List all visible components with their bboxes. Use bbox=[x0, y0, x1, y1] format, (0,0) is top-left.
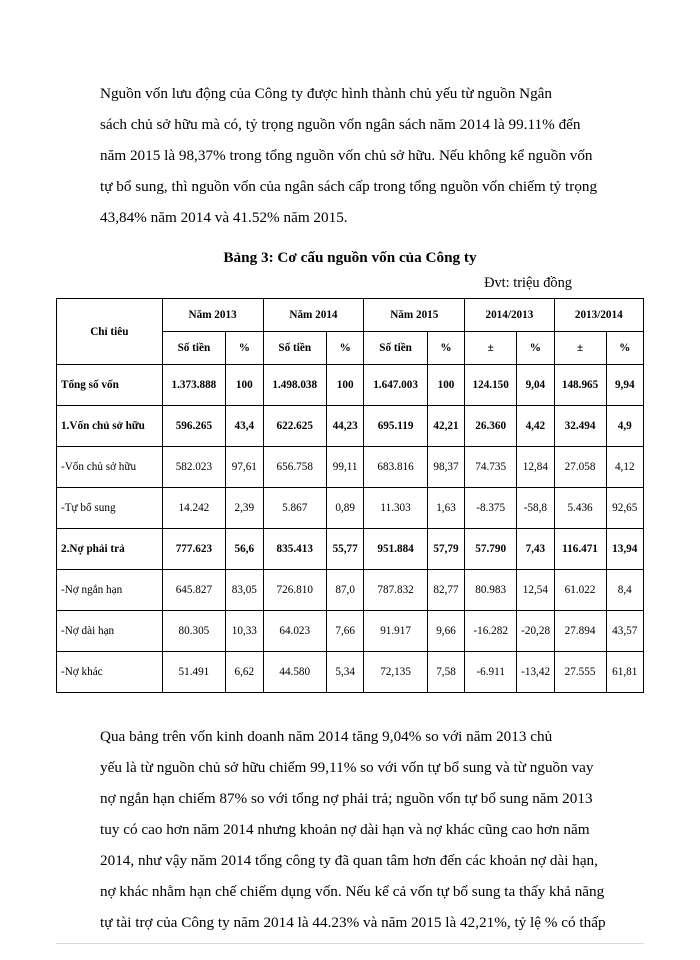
cell: 57,79 bbox=[427, 529, 464, 570]
cell: 72,135 bbox=[364, 652, 427, 693]
table-row bbox=[57, 488, 644, 529]
cell: 100 bbox=[326, 365, 363, 406]
cell: 656.758 bbox=[263, 447, 326, 488]
cell: -6.911 bbox=[465, 652, 517, 693]
paragraph-bottom bbox=[56, 721, 644, 938]
cell: 80.305 bbox=[162, 611, 225, 652]
cell: 1.647.003 bbox=[364, 365, 427, 406]
cell: 83,05 bbox=[226, 570, 263, 611]
table-row bbox=[57, 447, 644, 488]
cell: 64.023 bbox=[263, 611, 326, 652]
cell: 582.023 bbox=[162, 447, 225, 488]
cell: 622.625 bbox=[263, 406, 326, 447]
cell: 57.790 bbox=[465, 529, 517, 570]
cell: 9,66 bbox=[427, 611, 464, 652]
cell: 695.119 bbox=[364, 406, 427, 447]
cell: 42,21 bbox=[427, 406, 464, 447]
cell: 43,57 bbox=[606, 611, 644, 652]
header-2013-2014-pct: % bbox=[606, 332, 644, 365]
cell: 10,33 bbox=[226, 611, 263, 652]
row-label: 1.Vốn chủ sở hữu bbox=[57, 406, 163, 447]
footer-divider bbox=[56, 943, 644, 944]
row-label: Tổng số vốn bbox=[57, 365, 163, 406]
cell: 80.983 bbox=[465, 570, 517, 611]
cell: 13,94 bbox=[606, 529, 644, 570]
cell: 91.917 bbox=[364, 611, 427, 652]
cell: 26.360 bbox=[465, 406, 517, 447]
cell: 683.816 bbox=[364, 447, 427, 488]
header-nam-2014: Năm 2014 bbox=[263, 299, 364, 332]
cell: 116.471 bbox=[554, 529, 606, 570]
paragraph-top-line-2: sách chủ sở hữu mà có, tỷ trọng nguồn vốn ngân sách năm 2014 là 99.11% đến bbox=[100, 116, 581, 133]
cell: 596.265 bbox=[162, 406, 225, 447]
header-2013-2014: 2013/2014 bbox=[554, 299, 643, 332]
paragraph-bottom-line-1: Qua bảng trên vốn kinh doanh năm 2014 tăng 9,04% so với năm 2013 chủ bbox=[100, 728, 553, 745]
cell: 97,61 bbox=[226, 447, 263, 488]
capital-structure-table bbox=[56, 298, 644, 693]
cell: 55,77 bbox=[326, 529, 363, 570]
paragraph-bottom-line-6: nợ khác nhằm hạn chế chiếm dụng vốn. Nếu kể cả vốn tự bổ sung ta thấy khả năng bbox=[100, 883, 605, 900]
paragraph-bottom-line-4: tuy có cao hơn năm 2014 nhưng khoản nợ dài hạn và nợ khác cũng cao hơn năm bbox=[100, 821, 590, 838]
cell: -58,8 bbox=[517, 488, 554, 529]
table-header-groups bbox=[57, 299, 644, 332]
cell: 1.498.038 bbox=[263, 365, 326, 406]
cell: 44.580 bbox=[263, 652, 326, 693]
cell: 74.735 bbox=[465, 447, 517, 488]
cell: 4,42 bbox=[517, 406, 554, 447]
cell: 951.884 bbox=[364, 529, 427, 570]
row-label: -Nợ ngắn hạn bbox=[57, 570, 163, 611]
paragraph-top-line-5: 43,84% năm 2014 và 41.52% năm 2015. bbox=[100, 209, 348, 226]
paragraph-bottom-line-7: tự tài trợ của Công ty năm 2014 là 44.23% và năm 2015 là 42,21%, tỷ lệ % có thấp bbox=[100, 914, 606, 931]
paragraph-bottom-line-2: yếu là từ nguồn chủ sở hữu chiếm 99,11% so với vốn tự bổ sung và từ nguồn vay bbox=[100, 759, 594, 776]
paragraph-top-line-3: năm 2015 là 98,37% trong tổng nguồn vốn chủ sở hữu. Nếu không kể nguồn vốn bbox=[100, 147, 593, 164]
header-nam-2015: Năm 2015 bbox=[364, 299, 465, 332]
cell: 9,04 bbox=[517, 365, 554, 406]
cell: 100 bbox=[427, 365, 464, 406]
paragraph-top-line-1: Nguồn vốn lưu động của Công ty được hình thành chủ yếu từ nguồn Ngân bbox=[100, 85, 553, 102]
cell: 61.022 bbox=[554, 570, 606, 611]
cell: 4,12 bbox=[606, 447, 644, 488]
table-row bbox=[57, 611, 644, 652]
row-label: 2.Nợ phải trả bbox=[57, 529, 163, 570]
cell: 51.491 bbox=[162, 652, 225, 693]
cell: -20,28 bbox=[517, 611, 554, 652]
cell: 14.242 bbox=[162, 488, 225, 529]
header-2014-2013: 2014/2013 bbox=[465, 299, 554, 332]
cell: 9,94 bbox=[606, 365, 644, 406]
table-row bbox=[57, 570, 644, 611]
header-nam-2013: Năm 2013 bbox=[162, 299, 263, 332]
cell: 726.810 bbox=[263, 570, 326, 611]
cell: 44,23 bbox=[326, 406, 363, 447]
cell: 148.965 bbox=[554, 365, 606, 406]
cell: 5.867 bbox=[263, 488, 326, 529]
table-row bbox=[57, 529, 644, 570]
row-label: -Vốn chủ sở hữu bbox=[57, 447, 163, 488]
table-row bbox=[57, 406, 644, 447]
cell: 12,84 bbox=[517, 447, 554, 488]
cell: 6,62 bbox=[226, 652, 263, 693]
table-unit-label: Đvt: triệu đồng bbox=[484, 275, 572, 291]
header-2015-amount: Số tiền bbox=[364, 332, 427, 365]
header-2013-2014-diff: ± bbox=[554, 332, 606, 365]
cell: 11.303 bbox=[364, 488, 427, 529]
cell: 8,4 bbox=[606, 570, 644, 611]
cell: 1,63 bbox=[427, 488, 464, 529]
cell: 5,34 bbox=[326, 652, 363, 693]
cell: 27.894 bbox=[554, 611, 606, 652]
cell: 82,77 bbox=[427, 570, 464, 611]
header-2014-2013-pct: % bbox=[517, 332, 554, 365]
cell: 32.494 bbox=[554, 406, 606, 447]
row-label: -Nợ khác bbox=[57, 652, 163, 693]
cell: 98,37 bbox=[427, 447, 464, 488]
paragraph-bottom-line-5: 2014, như vậy năm 2014 tổng công ty đã quan tâm hơn đến các khoản nợ dài hạn, bbox=[100, 852, 598, 869]
cell: 2,39 bbox=[226, 488, 263, 529]
row-label: -Tự bổ sung bbox=[57, 488, 163, 529]
header-2013-pct: % bbox=[226, 332, 263, 365]
header-2014-amount: Số tiền bbox=[263, 332, 326, 365]
cell: 4,9 bbox=[606, 406, 644, 447]
cell: 835.413 bbox=[263, 529, 326, 570]
cell: -16.282 bbox=[465, 611, 517, 652]
row-label: -Nợ dài hạn bbox=[57, 611, 163, 652]
cell: 7,66 bbox=[326, 611, 363, 652]
cell: 5.436 bbox=[554, 488, 606, 529]
cell: 92,65 bbox=[606, 488, 644, 529]
cell: 787.832 bbox=[364, 570, 427, 611]
cell: 124.150 bbox=[465, 365, 517, 406]
table-row bbox=[57, 365, 644, 406]
table-title: Bảng 3: Cơ cấu nguồn vốn của Công ty bbox=[223, 249, 477, 266]
paragraph-bottom-line-3: nợ ngắn hạn chiếm 87% so với tổng nợ phải trả; nguồn vốn tự bổ sung năm 2013 bbox=[100, 790, 593, 807]
cell: 0,89 bbox=[326, 488, 363, 529]
paragraph-top bbox=[56, 78, 644, 233]
header-2015-pct: % bbox=[427, 332, 464, 365]
cell: 1.373.888 bbox=[162, 365, 225, 406]
cell: 100 bbox=[226, 365, 263, 406]
cell: 56,6 bbox=[226, 529, 263, 570]
cell: 61,81 bbox=[606, 652, 644, 693]
cell: 12,54 bbox=[517, 570, 554, 611]
table-row bbox=[57, 652, 644, 693]
cell: 27.555 bbox=[554, 652, 606, 693]
cell: -13,42 bbox=[517, 652, 554, 693]
cell: 7,58 bbox=[427, 652, 464, 693]
cell: 87,0 bbox=[326, 570, 363, 611]
cell: 99,11 bbox=[326, 447, 363, 488]
paragraph-top-line-4: tự bổ sung, thì nguồn vốn của ngân sách cấp trong tổng nguồn vốn chiếm tỷ trọng bbox=[100, 178, 598, 195]
header-2014-2013-diff: ± bbox=[465, 332, 517, 365]
cell: 777.623 bbox=[162, 529, 225, 570]
cell: 7,43 bbox=[517, 529, 554, 570]
cell: 27.058 bbox=[554, 447, 606, 488]
header-chi-tieu: Chỉ tiêu bbox=[57, 299, 163, 365]
header-2013-amount: Số tiền bbox=[162, 332, 225, 365]
cell: -8.375 bbox=[465, 488, 517, 529]
cell: 645.827 bbox=[162, 570, 225, 611]
cell: 43,4 bbox=[226, 406, 263, 447]
header-2014-pct: % bbox=[326, 332, 363, 365]
